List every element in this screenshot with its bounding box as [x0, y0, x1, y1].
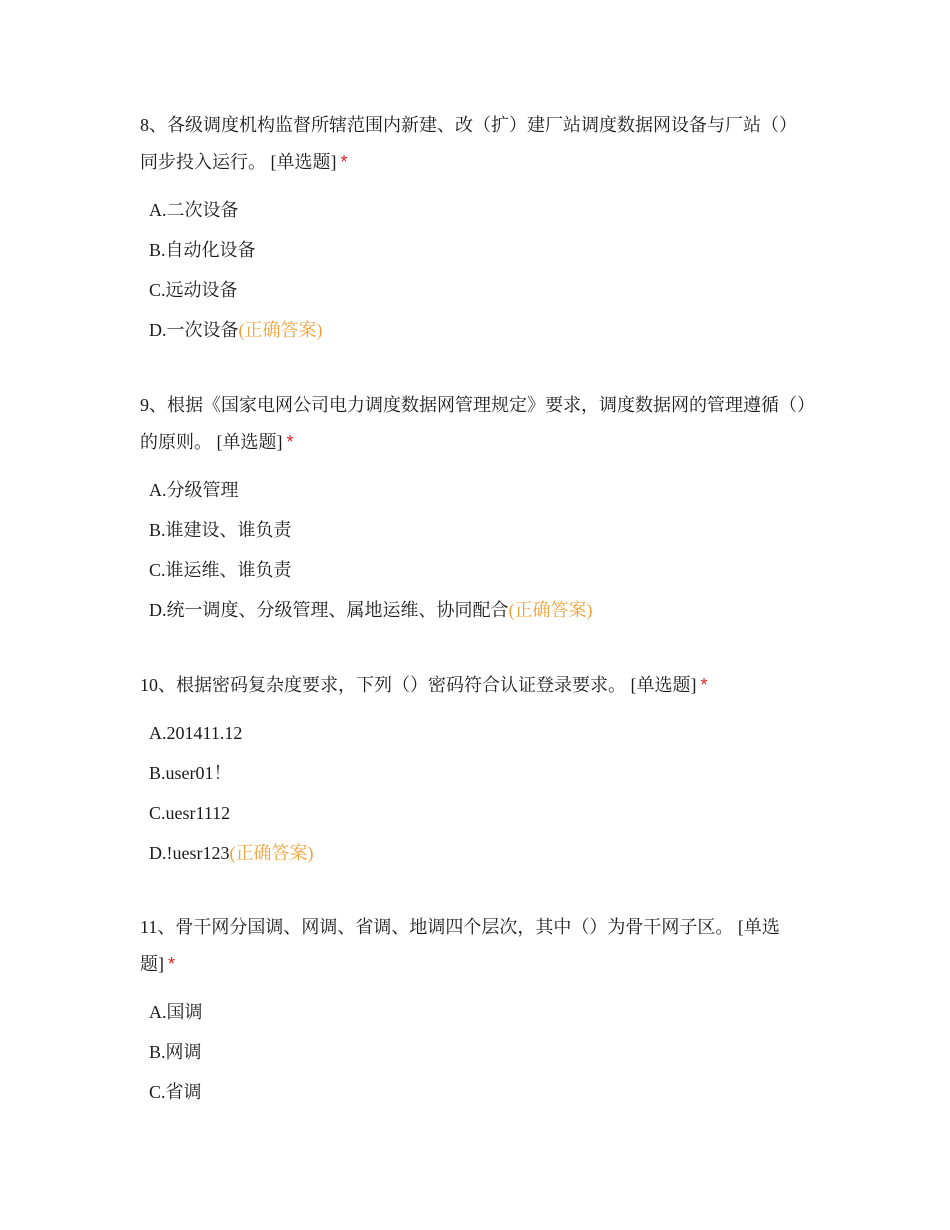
option-label: C.远动设备: [149, 280, 238, 300]
question-stem: 11、骨干网分国调、网调、省调、地调四个层次，其中（）为骨干网子区。 [单选题]: [140, 917, 780, 974]
correct-answer-tag: (正确答案): [229, 843, 314, 863]
question-text: [140, 107, 808, 181]
option-label: A.201411.12: [149, 723, 243, 743]
option-label: A.国调: [149, 1002, 203, 1022]
correct-answer-tag: (正确答案): [238, 320, 323, 340]
option-label: D.一次设备: [149, 320, 239, 340]
option-label: D.统一调度、分级管理、属地运维、协同配合: [149, 600, 509, 620]
option-a[interactable]: [149, 190, 808, 230]
question-text: [140, 667, 808, 704]
required-mark: *: [286, 432, 294, 452]
option-b[interactable]: [149, 230, 808, 270]
option-d[interactable]: [149, 590, 808, 630]
question-text: [140, 909, 808, 983]
option-a[interactable]: [149, 713, 808, 753]
option-label: B.自动化设备: [149, 240, 256, 260]
question-stem: 9、根据《国家电网公司电力调度数据网管理规定》要求，调度数据网的管理遵循（）的原则。 [单选题]: [140, 395, 806, 452]
option-label: B.user01！: [149, 763, 232, 783]
question-9: [140, 387, 808, 630]
option-a[interactable]: [149, 470, 808, 510]
required-mark: *: [700, 675, 708, 695]
option-label: A.二次设备: [149, 200, 239, 220]
option-list: [149, 190, 808, 350]
question-8: [140, 107, 808, 350]
question-stem: 10、根据密码复杂度要求，下列（）密码符合认证登录要求。 [单选题]: [140, 675, 697, 695]
option-label: C.uesr1112: [149, 803, 231, 823]
required-mark: *: [340, 152, 348, 172]
question-text: [140, 387, 808, 461]
required-mark: *: [168, 954, 176, 974]
option-label: B.网调: [149, 1042, 202, 1062]
question-11: [140, 909, 808, 1112]
option-c[interactable]: [149, 793, 808, 833]
correct-answer-tag: (正确答案): [508, 600, 593, 620]
option-b[interactable]: [149, 753, 808, 793]
option-label: A.分级管理: [149, 480, 239, 500]
option-label: B.谁建设、谁负责: [149, 520, 292, 540]
option-c[interactable]: [149, 1072, 808, 1112]
option-d[interactable]: [149, 310, 808, 350]
option-label: D.!uesr123: [149, 843, 230, 863]
option-list: [149, 713, 808, 873]
option-list: [149, 992, 808, 1112]
option-label: C.省调: [149, 1082, 202, 1102]
option-a[interactable]: [149, 992, 808, 1032]
option-d[interactable]: [149, 833, 808, 873]
option-list: [149, 470, 808, 630]
option-b[interactable]: [149, 510, 808, 550]
option-c[interactable]: [149, 270, 808, 310]
option-label: C.谁运维、谁负责: [149, 560, 292, 580]
option-b[interactable]: [149, 1032, 808, 1072]
question-10: [140, 667, 808, 873]
question-stem: 8、各级调度机构监督所辖范围内新建、改（扩）建厂站调度数据网设备与厂站（）同步投入运行。 [单选题]: [140, 115, 797, 172]
option-c[interactable]: [149, 550, 808, 590]
